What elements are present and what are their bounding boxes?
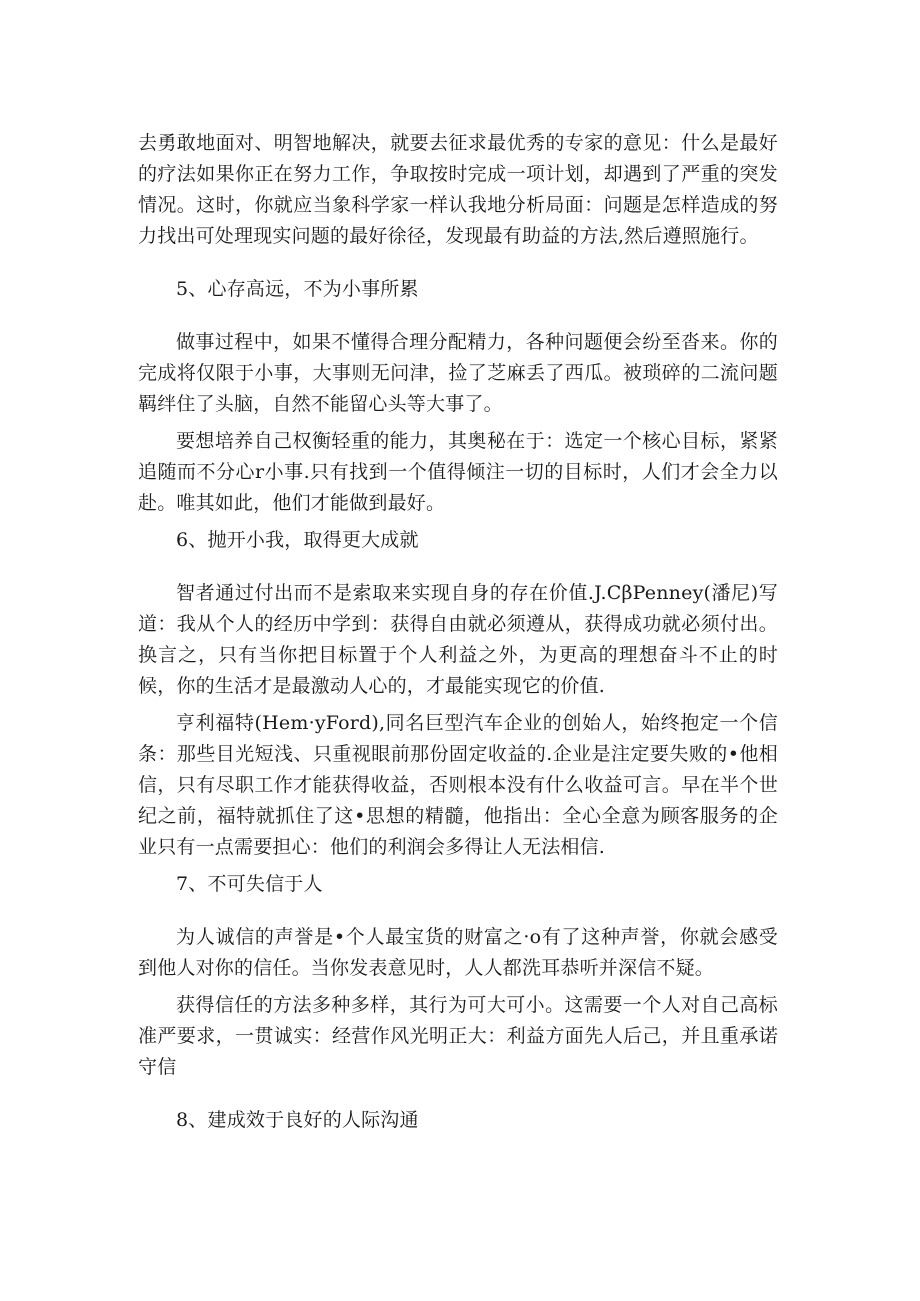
paragraph-7b: 获得信任的方法多种多样，其行为可大可小。这需要一个人对自己高标准严要求，一贯诚实：经营作风光明正大：利益方面先人后己，并且重承诺守信 bbox=[138, 994, 778, 1078]
paragraph-7a: 为人诚信的声誉是•个人最宝货的财富之·o有了这种声誉，你就会感受到他人对你的信任。当你发表意见时，人人都洗耳恭听并深信不疑。 bbox=[138, 926, 778, 979]
paragraph-6b: 亨利福特(Hem·yFord),同名巨型汽车企业的创始人，始终抱定一个信条：那些目光短浅、只重视眼前那份固定收益的.企业是注定要失败的•他相信，只有尽职工作才能获得收益，否则根本没有什么收益可言。早在半个世纪之前，福特就抓住了这•思想的精髓，他指出：全心全意为顾客服务的企业只有一点需要担心：他们的利润会多得让人无法相信. bbox=[138, 712, 778, 858]
section-heading-5: 5、心存高远，不为小事所累 bbox=[176, 278, 419, 300]
paragraph-5a: 做事过程中，如果不懂得合理分配精力，各种问题便会纷至沓来。你的完成将仅限于小事，大事则无问津，捡了芝麻丢了西瓜。被琐碎的二流问题羁绊住了头脑，自然不能留心头等大事了。 bbox=[138, 331, 778, 415]
section-heading-8: 8、建成效于良好的人际沟通 bbox=[176, 1109, 419, 1131]
paragraph-6a: 智者通过付出而不是索取来实现自身的存在价值.J.CβPenney(潘尼)写道：我从个人的经历中学到：获得自由就必须遵从，获得成功就必须付出。换言之，只有当你把目标置于个人利益之外，为更高的理想奋斗不止的时候，你的生活才是最激动人心的，才最能实现它的价值. bbox=[138, 582, 778, 697]
section-heading-6: 6、抛开小我，取得更大成就 bbox=[176, 529, 419, 551]
document-page bbox=[138, 128, 778, 1136]
paragraph-5b: 要想培养自己权衡轻重的能力，其奥秘在于：选定一个核心目标，紧紧追随而不分心r小事.只有找到一个值得倾注一切的目标时，人们才会全力以赴。唯其如此，他们才能做到最好。 bbox=[138, 430, 778, 514]
paragraph-intro: 去勇敢地面对、明智地解决，就要去征求最优秀的专家的意见：什么是最好的疗法如果你正在努力工作，争取按时完成一项计划，却遇到了严重的突发情况。这时，你就应当象科学家一样认我地分析局面：问题是怎样造成的努力找出可处理现实问题的最好徐径，发现最有助益的方法,然后遵照施行。 bbox=[138, 132, 778, 247]
section-heading-7: 7、不可失信于人 bbox=[176, 873, 323, 895]
